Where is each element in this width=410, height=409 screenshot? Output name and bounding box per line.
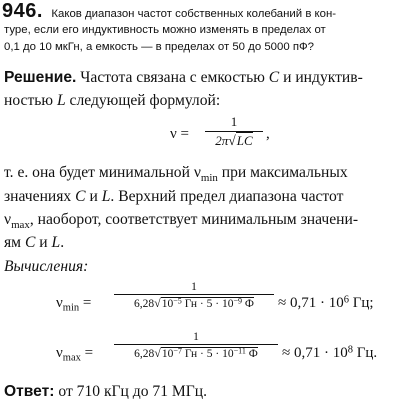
explain-text: . Верхний предел диапазона частот [110, 188, 344, 205]
answer-line [4, 380, 207, 403]
calc1-fraction [114, 281, 274, 311]
explain-text: значениях [4, 188, 72, 205]
solution-text: Частота связана с емкостью [76, 69, 265, 86]
calc-label: Вычисления: [4, 258, 89, 275]
calc1-coef: 6,28 [134, 298, 155, 310]
problem-line-3: 0,1 до 10 мкГн, а емкость — в пределах от 50 до 5000 пФ? [4, 41, 314, 53]
calc1-bar [114, 294, 274, 295]
calc2-result [282, 345, 377, 362]
calc1-rad-a: 10 [161, 298, 174, 310]
solution-label: Решение. [4, 69, 77, 86]
calc2-rad-b: 10 [222, 348, 234, 360]
explain-text: ν [4, 211, 12, 228]
calc2-rad-a-exp: −7 [173, 346, 182, 356]
calc1-result-unit: Гц; [348, 295, 374, 311]
calc1-rad-a-exp: −5 [173, 296, 182, 306]
explain-line-2 [4, 185, 343, 208]
calc2-sub: max [62, 352, 81, 364]
solution-line-2 [4, 89, 220, 112]
calc1-numerator: 1 [191, 281, 197, 293]
explain-text: . [60, 234, 65, 251]
calc2-rad-a: 10 [161, 348, 174, 360]
explain-text: и [35, 234, 52, 251]
radical-sign: √ [228, 133, 236, 148]
calc1-result-pre: ≈ 0,71 · 10 [278, 295, 344, 311]
formula-lhs: ν = [170, 126, 189, 142]
calc2-rad-unit2: Ф [245, 348, 258, 360]
var-c: C [75, 188, 86, 205]
calc2-rad-unit1: Гн · 5 · [181, 348, 223, 360]
var-c: C [24, 234, 36, 251]
problem-line-1: Каков диапазон частот собственных колебаний в кон- [51, 8, 337, 20]
nu-min-sub: min [200, 171, 218, 184]
radicand: LC [236, 133, 253, 148]
calc1-radicand [161, 297, 254, 310]
solution-text: следующей формулой: [65, 92, 221, 109]
answer-label: Ответ: [4, 383, 55, 400]
calc2-eq: = [84, 345, 94, 361]
calc2-bar [114, 344, 278, 345]
calc2-radicand [161, 347, 258, 360]
calc1-rad-b: 10 [221, 298, 234, 310]
calc1-eq: = [82, 295, 92, 311]
var-l: L [56, 92, 66, 109]
explain-text: и [85, 188, 102, 205]
fraction-denominator [205, 133, 263, 149]
calc2-nu: ν [56, 345, 63, 361]
var-l: L [101, 188, 111, 205]
explain-line-1 [4, 161, 348, 184]
calc2-rad-b-exp: −11 [233, 346, 246, 356]
calc1-denominator [114, 296, 274, 311]
problem-number: 946. [2, 0, 43, 22]
calc2-numerator: 1 [193, 331, 199, 343]
calc2-coef: 6,28 [134, 348, 155, 360]
calc1-result [278, 295, 374, 312]
calc2-lhs [56, 345, 93, 362]
calc2-denominator [114, 346, 278, 361]
answer-text: от 710 кГц до 71 МГц. [54, 383, 208, 400]
formula-comma: , [266, 126, 270, 142]
var-c: C [268, 69, 280, 86]
den-pre: 2π [215, 133, 229, 148]
problem-line-2: туре, если его индуктивность можно изменять в пределах от [4, 24, 326, 36]
calc1-sub: min [62, 302, 80, 314]
calc2-result-exp: 8 [347, 344, 353, 356]
explain-line-4 [4, 231, 64, 254]
problem-statement [2, 0, 336, 23]
fraction-bar [205, 131, 263, 132]
explain-line-3 [4, 208, 358, 231]
formula-fraction [205, 114, 263, 149]
solution-text: ностью [4, 92, 54, 109]
calc2-result-unit: Гц. [352, 345, 378, 361]
calc1-result-exp: 6 [343, 294, 349, 306]
calc1-rad-unit2: Ф [242, 298, 254, 310]
calc2-result-pre: ≈ 0,71 · 10 [282, 345, 348, 361]
solution-line-1 [4, 66, 363, 89]
radical-sign: √ [154, 296, 161, 310]
solution-text: и индуктив- [279, 69, 363, 86]
explain-text: , наоборот, соответствует минимальным значени- [29, 211, 359, 228]
calc1-rad-b-exp: −9 [233, 296, 243, 306]
explain-text: т. е. она будет минимальной ν [4, 164, 201, 181]
calc2-fraction [114, 331, 278, 361]
nu-max-sub: max [11, 218, 30, 231]
calc1-rad-unit1: Гн · 5 · [181, 298, 222, 310]
radical-sign: √ [154, 346, 161, 360]
fraction-numerator: 1 [230, 114, 238, 129]
calc1-lhs [56, 295, 91, 312]
explain-text: ям [4, 234, 22, 251]
explain-text: при максимальных [217, 164, 348, 181]
var-l: L [51, 234, 61, 251]
calc1-nu: ν [56, 295, 63, 311]
